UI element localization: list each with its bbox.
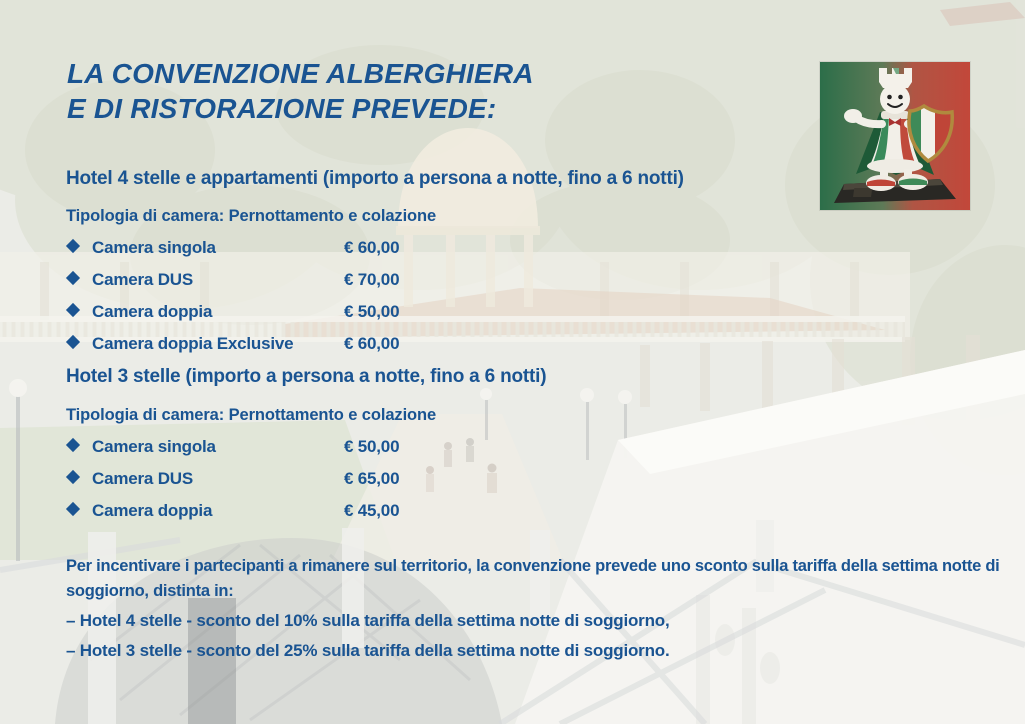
diamond-bullet-icon xyxy=(66,438,80,452)
diamond-bullet-icon xyxy=(66,470,80,484)
discount-intro-paragraph: Per incentivare i partecipanti a rimanere sul territorio, la convenzione prevede uno sconto sulla tariffa della settima notte di soggiorno, distinta in: xyxy=(66,557,1000,600)
discount-line-hotel-3: – Hotel 3 stelle - sconto del 25% sulla tariffa della settima notte di soggiorno. xyxy=(66,641,670,660)
price-row-4s-dus xyxy=(66,270,446,292)
room-price: € 70,00 xyxy=(344,270,400,289)
room-type-label: Camera singola xyxy=(92,238,216,257)
price-row-4s-singola xyxy=(66,238,446,260)
discount-line-hotel-4: – Hotel 4 stelle - sconto del 10% sulla tariffa della settima notte di soggiorno, xyxy=(66,611,670,630)
room-type-subheading-3-stelle: Tipologia di camera: Pernottamento e colazione xyxy=(66,406,437,424)
room-type-label: Camera doppia xyxy=(92,302,213,321)
room-type-label: Camera singola xyxy=(92,437,216,456)
price-row-4s-doppia-exclusive xyxy=(66,334,446,356)
section-heading-hotel-3-stelle: Hotel 3 stelle (importo a persona a notte, fino a 6 notti) xyxy=(66,366,547,387)
room-type-label: Camera DUS xyxy=(92,270,193,289)
section-heading-hotel-4-stelle: Hotel 4 stelle e appartamenti (importo a persona a notte, fino a 6 notti) xyxy=(66,168,684,189)
diamond-bullet-icon xyxy=(66,271,80,285)
room-price: € 60,00 xyxy=(344,238,400,257)
room-price: € 60,00 xyxy=(344,334,400,353)
room-price: € 50,00 xyxy=(344,437,400,456)
room-price: € 50,00 xyxy=(344,302,400,321)
price-row-3s-doppia xyxy=(66,501,446,523)
room-type-label: Camera DUS xyxy=(92,469,193,488)
diamond-bullet-icon xyxy=(66,303,80,317)
diamond-bullet-icon xyxy=(66,239,80,253)
price-row-4s-doppia xyxy=(66,302,446,324)
room-type-subheading-4-stelle: Tipologia di camera: Pernottamento e colazione xyxy=(66,207,437,225)
diamond-bullet-icon xyxy=(66,335,80,349)
diamond-bullet-icon xyxy=(66,502,80,516)
room-type-label: Camera doppia Exclusive xyxy=(92,334,294,353)
room-price: € 45,00 xyxy=(344,501,400,520)
page-title-line-1: LA CONVENZIONE ALBERGHIERA xyxy=(67,58,534,89)
page-title xyxy=(67,56,534,126)
page-title-line-2: E DI RISTORAZIONE PREVEDE: xyxy=(67,93,497,124)
price-row-3s-singola xyxy=(66,437,446,459)
mascot-image xyxy=(820,62,970,210)
room-price: € 65,00 xyxy=(344,469,400,488)
price-row-3s-dus xyxy=(66,469,446,491)
chess-mascot-icon xyxy=(820,62,970,210)
room-type-label: Camera doppia xyxy=(92,501,213,520)
